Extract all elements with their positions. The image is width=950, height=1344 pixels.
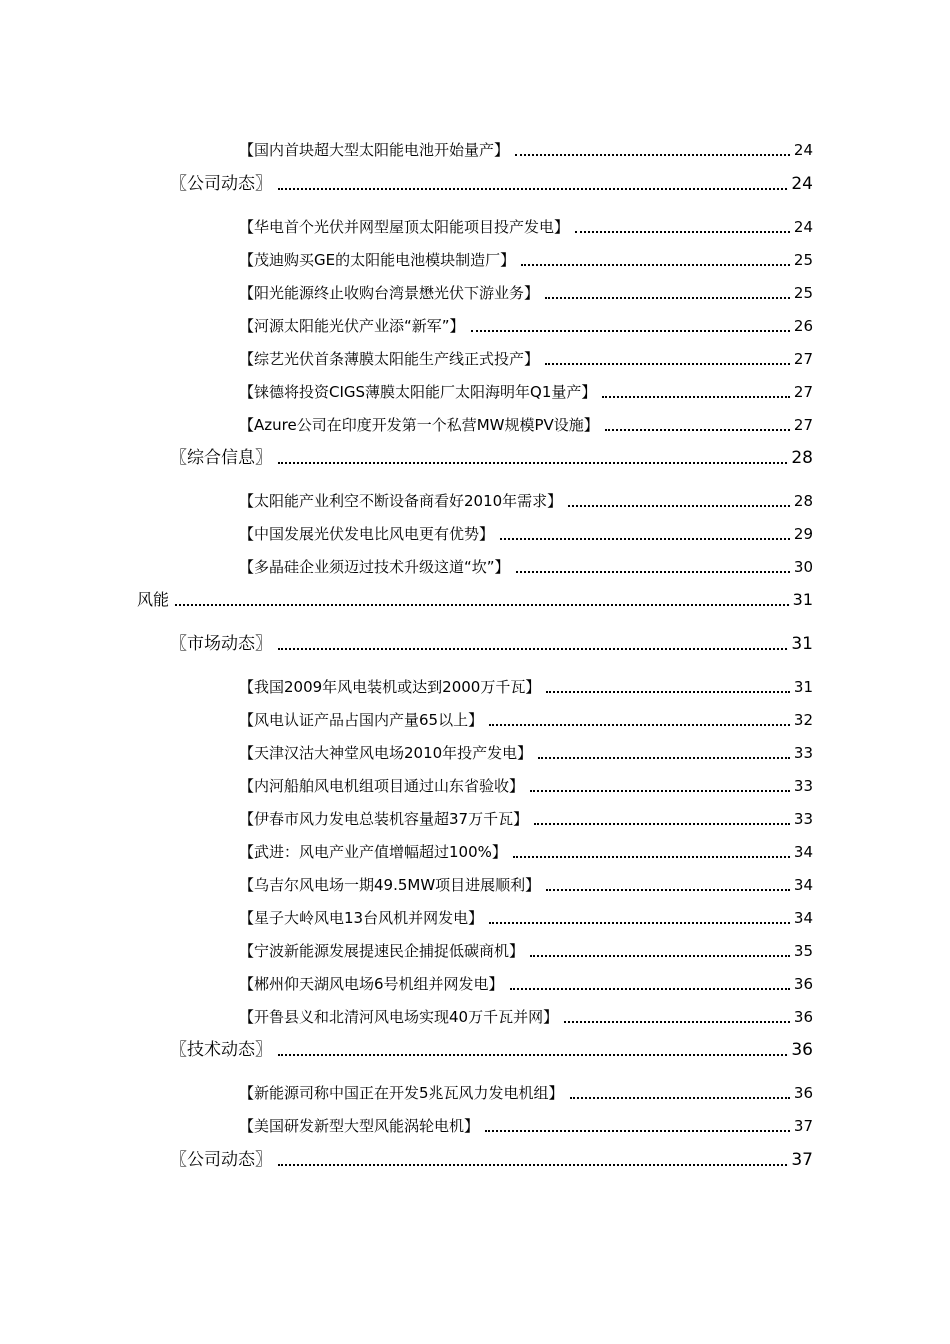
toc-entry[interactable] xyxy=(170,1036,813,1060)
toc-entry-title: 【风电认证产品占国内产量65以上】 xyxy=(239,711,484,729)
toc-entry-title: 【中国发展光伏发电比风电更有优势】 xyxy=(239,525,495,543)
toc-entry-page-number: 25 xyxy=(793,284,813,302)
toc-entry[interactable] xyxy=(170,1146,813,1170)
toc-entry[interactable] xyxy=(239,553,813,577)
toc-entry-page-number: 27 xyxy=(793,416,813,434)
dot-leader xyxy=(545,363,790,365)
toc-entry[interactable] xyxy=(239,136,813,160)
toc-entry-title: 【Azure公司在印度开发第一个私营MW规模PV设施】 xyxy=(239,416,599,434)
toc-entry-title: 【星子大岭风电13台风机并网发电】 xyxy=(239,909,484,927)
dot-leader xyxy=(545,297,790,299)
toc-entry-page-number: 37 xyxy=(791,1150,813,1170)
toc-entry-title: 〖公司动态〗 xyxy=(170,174,272,194)
toc-entry-page-number: 29 xyxy=(793,525,813,543)
toc-entry-title: 【宁波新能源发展提速民企捕捉低碳商机】 xyxy=(239,942,525,960)
toc-entry-title: 【我国2009年风电装机或达到2000万千瓦】 xyxy=(239,678,541,696)
toc-entry-title: 【伊春市风力发电总装机容量超37万千瓦】 xyxy=(239,810,529,828)
toc-entry-page-number: 34 xyxy=(793,909,813,927)
toc-entry[interactable] xyxy=(239,970,813,994)
toc-entry-title: 风能 xyxy=(137,590,170,609)
toc-entry-page-number: 24 xyxy=(793,218,813,236)
dot-leader xyxy=(564,1021,790,1023)
dot-leader xyxy=(278,1164,787,1166)
toc-entry[interactable] xyxy=(170,630,813,654)
toc-entry-title: 【铼德将投资CIGS薄膜太阳能厂太阳海明年Q1量产】 xyxy=(239,383,597,401)
toc-entry-title: 【茂迪购买GE的太阳能电池模块制造厂】 xyxy=(239,251,516,269)
toc-entry-page-number: 36 xyxy=(793,1008,813,1026)
toc-entry-page-number: 32 xyxy=(793,711,813,729)
dot-leader xyxy=(175,604,789,606)
toc-entry-page-number: 33 xyxy=(793,777,813,795)
toc-entry-page-number: 31 xyxy=(793,678,813,696)
toc-entry-title: 【阳光能源终止收购台湾景懋光伏下游业务】 xyxy=(239,284,540,302)
dot-leader xyxy=(516,571,790,573)
toc-entry[interactable] xyxy=(239,312,813,336)
toc-entry[interactable] xyxy=(170,170,813,194)
toc-entry[interactable] xyxy=(239,805,813,829)
toc-entry-title: 【武进：风电产业产值增幅超过100%】 xyxy=(239,843,507,861)
toc-entry-page-number: 31 xyxy=(791,634,813,654)
toc-entry-page-number: 30 xyxy=(793,558,813,576)
dot-leader xyxy=(530,955,790,957)
dot-leader xyxy=(485,1130,790,1132)
dot-leader xyxy=(278,462,787,464)
dot-leader xyxy=(489,922,790,924)
toc-entry[interactable] xyxy=(239,411,813,435)
dot-leader xyxy=(605,429,790,431)
toc-entry-title: 【河源太阳能光伏产业添“新军”】 xyxy=(239,317,465,335)
toc-entry-page-number: 33 xyxy=(793,810,813,828)
toc-entry[interactable] xyxy=(239,345,813,369)
dot-leader xyxy=(538,757,790,759)
dot-leader xyxy=(278,188,787,190)
toc-entry-title: 【国内首块超大型太阳能电池开始量产】 xyxy=(239,141,510,159)
toc-entry[interactable] xyxy=(239,378,813,402)
dot-leader xyxy=(570,1097,790,1099)
toc-entry-title: 【多晶硅企业须迈过技术升级这道“坎”】 xyxy=(239,558,510,576)
toc-entry-title: 【新能源司称中国正在开发5兆瓦风力发电机组】 xyxy=(239,1084,564,1102)
dot-leader xyxy=(546,889,790,891)
dot-leader xyxy=(575,231,790,233)
toc-entry-title: 【美国研发新型大型风能涡轮电机】 xyxy=(239,1117,480,1135)
toc-entry[interactable] xyxy=(239,487,813,511)
dot-leader xyxy=(489,724,790,726)
toc-entry-title: 【乌吉尔风电场一期49.5MW项目进展顺利】 xyxy=(239,876,541,894)
toc-entry[interactable] xyxy=(239,838,813,862)
dot-leader xyxy=(521,264,790,266)
dot-leader xyxy=(500,538,790,540)
toc-entry[interactable] xyxy=(239,520,813,544)
toc-entry-page-number: 36 xyxy=(793,1084,813,1102)
toc-entry-page-number: 34 xyxy=(793,843,813,861)
toc-entry[interactable] xyxy=(239,937,813,961)
toc-entry-page-number: 34 xyxy=(793,876,813,894)
toc-entry-page-number: 31 xyxy=(792,590,813,609)
toc-entry[interactable] xyxy=(239,871,813,895)
toc-entry[interactable] xyxy=(239,673,813,697)
toc-entry[interactable] xyxy=(239,739,813,763)
toc-entry-page-number: 25 xyxy=(793,251,813,269)
toc-entry[interactable] xyxy=(170,444,813,468)
toc-entry-page-number: 36 xyxy=(791,1040,813,1060)
toc-entry-page-number: 26 xyxy=(793,317,813,335)
toc-entry-page-number: 28 xyxy=(793,492,813,510)
toc-entry-page-number: 24 xyxy=(793,141,813,159)
toc-entry-title: 〖综合信息〗 xyxy=(170,448,272,468)
toc-entry-page-number: 24 xyxy=(791,174,813,194)
toc-entry-title: 【太阳能产业利空不断设备商看好2010年需求】 xyxy=(239,492,563,510)
dot-leader xyxy=(515,154,790,156)
dot-leader xyxy=(568,505,790,507)
dot-leader xyxy=(546,691,790,693)
toc-entry-title: 【郴州仰天湖风电场6号机组并网发电】 xyxy=(239,975,504,993)
toc-entry-page-number: 28 xyxy=(791,448,813,468)
dot-leader xyxy=(534,823,790,825)
dot-leader xyxy=(530,790,790,792)
toc-entry-page-number: 35 xyxy=(793,942,813,960)
toc-entry-title: 【开鲁县义和北清河风电场实现40万千瓦并网】 xyxy=(239,1008,559,1026)
toc-entry-title: 〖技术动态〗 xyxy=(170,1040,272,1060)
toc-entry-page-number: 27 xyxy=(793,350,813,368)
toc-entry-title: 【综艺光伏首条薄膜太阳能生产线正式投产】 xyxy=(239,350,540,368)
toc-entry[interactable] xyxy=(239,1003,813,1027)
toc-entry-title: 【内河船舶风电机组项目通过山东省验收】 xyxy=(239,777,525,795)
toc-entry[interactable] xyxy=(239,246,813,270)
dot-leader xyxy=(510,988,790,990)
toc-entry[interactable] xyxy=(239,213,813,237)
toc-entry-title: 〖公司动态〗 xyxy=(170,1150,272,1170)
toc-entry-title: 〖市场动态〗 xyxy=(170,634,272,654)
toc-entry-page-number: 36 xyxy=(793,975,813,993)
toc-entry[interactable] xyxy=(137,586,813,610)
dot-leader xyxy=(471,330,790,332)
dot-leader xyxy=(278,648,787,650)
dot-leader xyxy=(602,396,790,398)
toc-entry[interactable] xyxy=(239,772,813,796)
toc-entry[interactable] xyxy=(239,1079,813,1103)
toc-entry[interactable] xyxy=(239,904,813,928)
toc-entry-page-number: 27 xyxy=(793,383,813,401)
toc-entry[interactable] xyxy=(239,1112,813,1136)
toc-entry-title: 【天津汉沽大神堂风电场2010年投产发电】 xyxy=(239,744,533,762)
toc-entry-page-number: 37 xyxy=(793,1117,813,1135)
dot-leader xyxy=(513,856,790,858)
toc-entry-page-number: 33 xyxy=(793,744,813,762)
toc-entry[interactable] xyxy=(239,706,813,730)
dot-leader xyxy=(278,1054,787,1056)
toc-entry[interactable] xyxy=(239,279,813,303)
toc-entry-title: 【华电首个光伏并网型屋顶太阳能项目投产发电】 xyxy=(239,218,570,236)
